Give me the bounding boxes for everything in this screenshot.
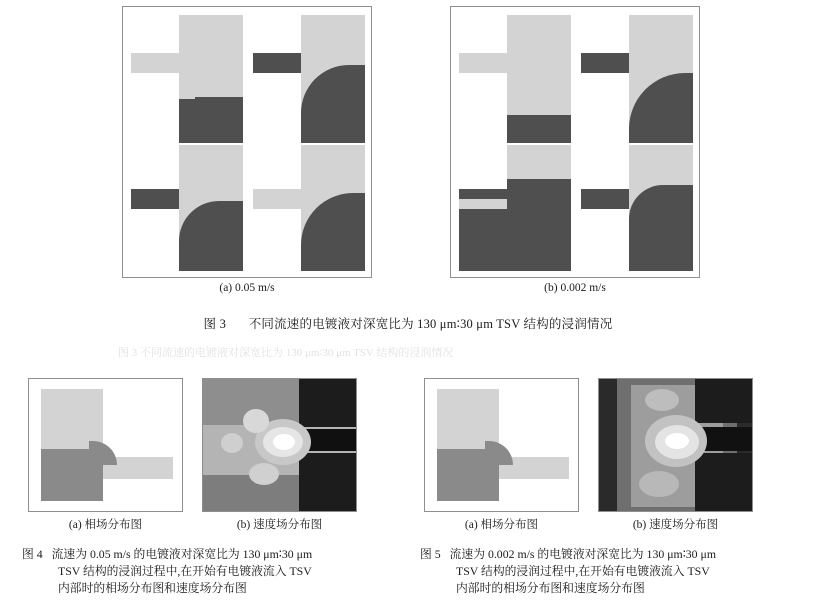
tsv-subplot (253, 15, 365, 143)
velocity-field-plot-5b (598, 378, 753, 512)
figure-4-caption-line3: 内部时的相场分布图和速度场分布图 (58, 581, 247, 596)
figure-3-panel-a (122, 6, 372, 278)
tsv-subplot (131, 15, 243, 143)
figure-5-caption-line3: 内部时的相场分布图和速度场分布图 (456, 581, 645, 596)
figure-3-caption (0, 314, 816, 332)
figure-3-caption-text: 不同流速的电镀液对深宽比为 130 μm∶30 μm TSV 结构的浸润情况 (248, 317, 613, 331)
figure-5-caption-line1: 流速为 0.002 m/s 的电镀液对深宽比为 130 μm∶30 μm (449, 547, 717, 561)
figure-4-subcaption-a: (a) 相场分布图 (68, 519, 143, 531)
tsv-subplot (581, 145, 693, 271)
figure-4-caption-line1: 流速为 0.05 m/s 的电镀液对深宽比为 130 μm∶30 μm (51, 547, 313, 561)
quad-grid-3a (131, 15, 363, 269)
phase-field-plot-5a (424, 378, 579, 512)
figure-4-5-group (0, 378, 816, 538)
figure-4-panel-b (202, 378, 357, 531)
figure-5-label: 图 5 (420, 547, 441, 561)
figure-5-subcaption-a: (a) 相场分布图 (464, 519, 539, 531)
velocity-field-plot-4b (202, 378, 357, 512)
tsv-subplot (581, 15, 693, 143)
velocity-field-canvas (599, 379, 752, 511)
figure-3-subcaption-b: (b) 0.002 m/s (544, 282, 606, 294)
figure-3-caption-ghost: 图 3 不同流速的电镀液对深宽比为 130 μm∶30 μm TSV 结构的浸润情况 (118, 347, 454, 358)
quad-grid-3b (459, 15, 691, 269)
figure-5-caption (420, 546, 790, 597)
figure-5-subcaption-b: (b) 速度场分布图 (632, 519, 719, 531)
simulation-plot-3a (122, 6, 372, 278)
figure-4-label: 图 4 (22, 547, 43, 561)
tsv-subplot (459, 15, 571, 143)
figure-3-label: 图 3 (203, 317, 227, 331)
figure-4-subcaption-b: (b) 速度场分布图 (236, 519, 323, 531)
figure-4-caption-line2: TSV 结构的浸润过程中,在开始有电镀液流入 TSV (58, 564, 312, 579)
figure-4-caption (22, 546, 392, 597)
tsv-subplot (253, 145, 365, 271)
tsv-subplot (131, 145, 243, 271)
figure-4-panel-a (28, 378, 183, 531)
figure-3-group (0, 6, 816, 296)
figure-5-panel-a (424, 378, 579, 531)
simulation-plot-3b (450, 6, 700, 278)
figure-3-subcaption-a: (a) 0.05 m/s (219, 282, 275, 294)
tsv-subplot (459, 145, 571, 271)
velocity-field-canvas (203, 379, 356, 511)
figure-3-panel-b (450, 6, 700, 278)
figure-5-panel-b (598, 378, 753, 531)
phase-field-plot-4a (28, 378, 183, 512)
figure-3-subcaptions (0, 282, 816, 302)
figure-5-caption-line2: TSV 结构的浸润过程中,在开始有电镀液流入 TSV (456, 564, 710, 579)
